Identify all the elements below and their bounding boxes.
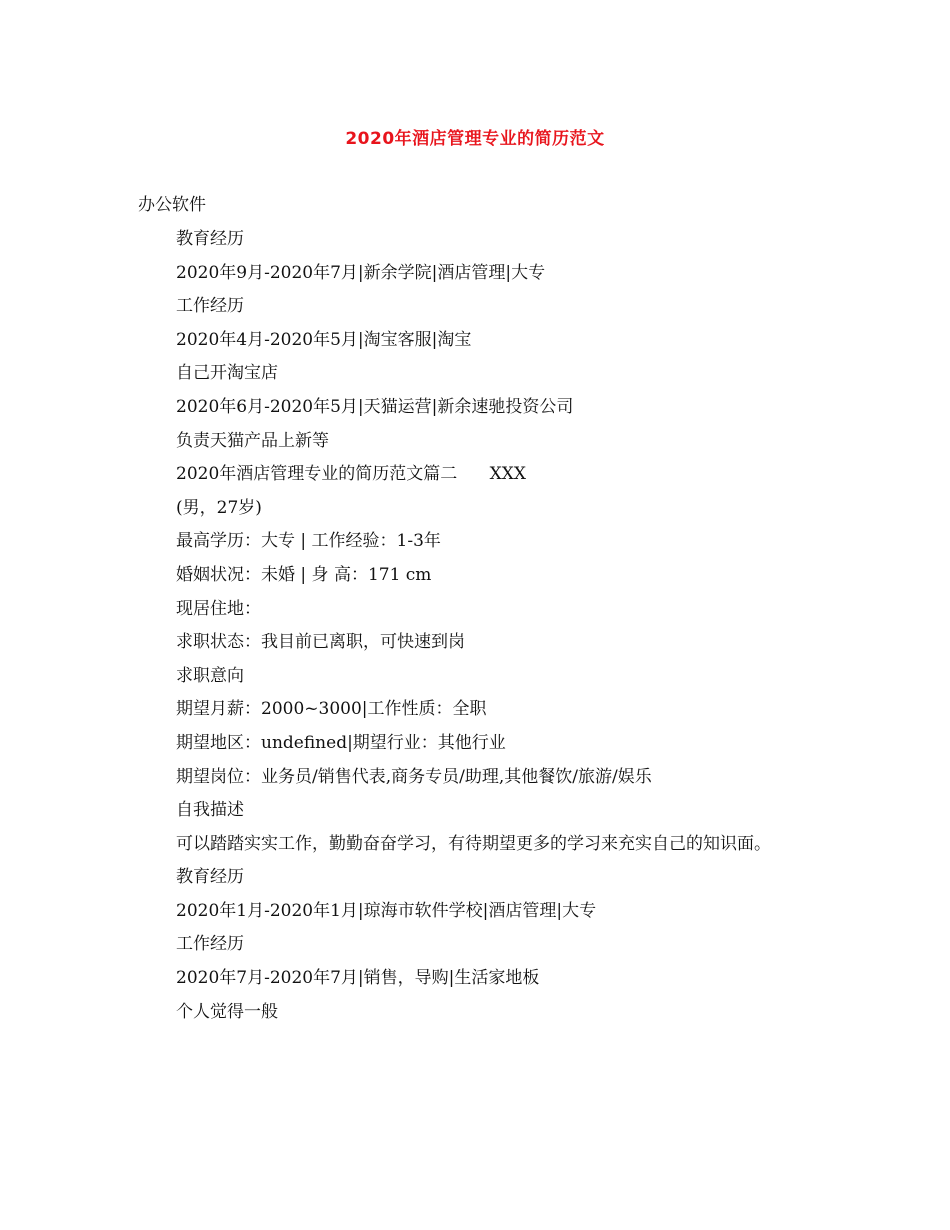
text-line: (男，27岁) <box>176 497 262 518</box>
resume-body <box>176 227 771 1033</box>
text-line: 期望岗位：业务员/销售代表,商务专员/助理,其他餐饮/旅游/娱乐 <box>176 766 652 787</box>
text-line: 婚姻状况：未婚 | 身 高：171 cm <box>176 564 432 585</box>
text-line: 现居住地： <box>176 598 261 619</box>
text-line: 工作经历 <box>176 934 244 955</box>
text-line: 教育经历 <box>176 229 244 249</box>
text-line: 个人觉得一般 <box>176 1001 278 1022</box>
text-line: 2020年1月-2020年1月|琼海市软件学校|酒店管理|大专 <box>176 900 597 921</box>
text-line: 自己开淘宝店 <box>176 363 278 384</box>
section-office-software: 办公软件 <box>138 195 206 215</box>
text-line: 教育经历 <box>176 867 244 888</box>
text-line: 2020年6月-2020年5月|天猫运营|新余速驰投资公司 <box>176 396 574 417</box>
text-line: 求职状态：我目前已离职，可快速到岗 <box>176 632 465 653</box>
text-line: 2020年7月-2020年7月|销售，导购|生活家地板 <box>176 968 540 989</box>
text-line: 工作经历 <box>176 296 244 317</box>
text-line: 期望地区：undefined|期望行业：其他行业 <box>176 732 506 753</box>
text-line: 可以踏踏实实工作，勤勤奋奋学习，有待期望更多的学习来充实自己的知识面。 <box>176 833 771 854</box>
text-line: 2020年9月-2020年7月|新余学院|酒店管理|大专 <box>176 262 546 283</box>
text-line: 负责天猫产品上新等 <box>176 430 329 451</box>
text-line: 最高学历：大专 | 工作经验：1-3年 <box>176 531 441 552</box>
text-line: 期望月薪：2000~3000|工作性质：全职 <box>176 699 487 720</box>
text-line: 2020年4月-2020年5月|淘宝客服|淘宝 <box>176 329 472 350</box>
text-line: 求职意向 <box>176 665 244 686</box>
text-line: 2020年酒店管理专业的简历范文篇二 XXX <box>176 464 526 485</box>
document-title: 2020年酒店管理专业的简历范文 <box>345 129 605 149</box>
text-line: 自我描述 <box>176 800 244 821</box>
